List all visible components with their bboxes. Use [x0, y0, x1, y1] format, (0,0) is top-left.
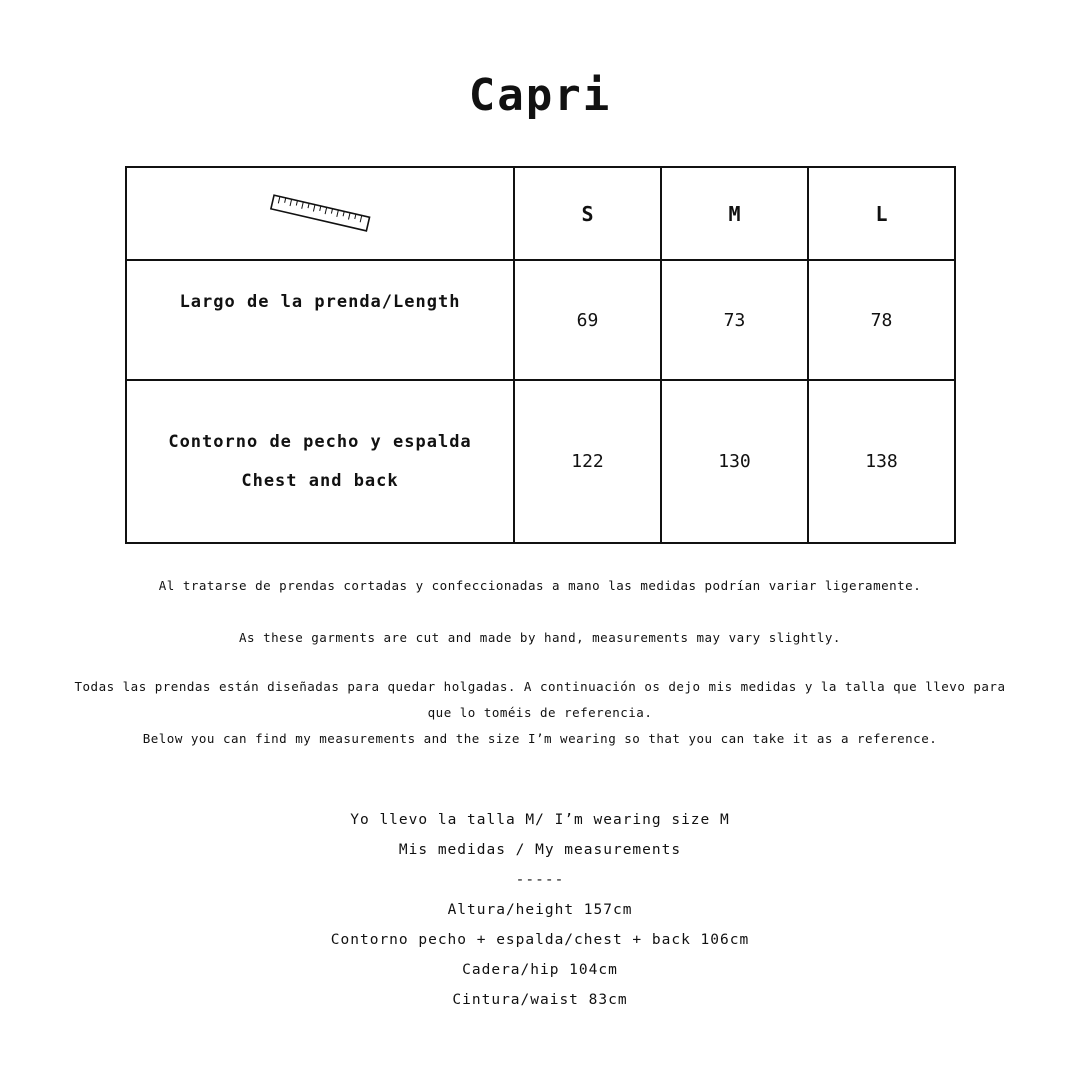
table-header-row: [126, 167, 955, 260]
ruler-cell: [126, 167, 514, 260]
table-row-chest: [126, 380, 955, 543]
value-length-m: 73: [661, 260, 808, 380]
row-label-cell: [126, 380, 514, 543]
row-label-cell: [126, 260, 514, 380]
page-title: Capri: [468, 70, 612, 121]
note-loose-en: Below you can find my measurements and the size I’m wearing so that you can take it as a reference.: [142, 731, 938, 746]
row-label-chest-en: Chest and back: [241, 470, 399, 491]
table-row-length: [126, 260, 955, 380]
row-label-chest-es: Contorno de pecho y espalda: [168, 431, 472, 452]
measurement-hip: Cadera/hip 104cm: [462, 962, 618, 978]
value-length-s: 69: [514, 260, 661, 380]
ruler-icon: [265, 189, 375, 239]
size-table: [125, 166, 956, 544]
divider: -----: [515, 872, 565, 888]
wearing-size-line: Yo llevo la talla M/ I’m wearing size M: [350, 812, 730, 828]
measurement-chest-back: Contorno pecho + espalda/chest + back 106cm: [330, 932, 750, 948]
note-handmade-en: As these garments are cut and made by hand, measurements may vary slightly.: [239, 630, 841, 645]
size-header-s: S: [514, 167, 661, 260]
size-header-m: M: [661, 167, 808, 260]
measurement-height: Altura/height 157cm: [447, 902, 633, 918]
note-loose-block: [60, 674, 1020, 752]
value-chest-m: 130: [661, 380, 808, 543]
wearing-section: [0, 805, 1080, 1015]
measurement-waist: Cintura/waist 83cm: [452, 992, 628, 1008]
measurements-heading: Mis medidas / My measurements: [398, 842, 682, 858]
row-label-length: Largo de la prenda/Length: [179, 292, 461, 312]
note-loose-es: Todas las prendas están diseñadas para quedar holgadas. A continuación os dejo mis medidas y la talla que llevo para que lo toméis de referencia.: [74, 679, 1006, 720]
value-chest-l: 138: [808, 380, 955, 543]
value-length-l: 78: [808, 260, 955, 380]
value-chest-s: 122: [514, 380, 661, 543]
note-handmade-es: Al tratarse de prendas cortadas y confeccionadas a mano las medidas podrían variar ligeramente.: [158, 578, 922, 593]
size-header-l: L: [808, 167, 955, 260]
